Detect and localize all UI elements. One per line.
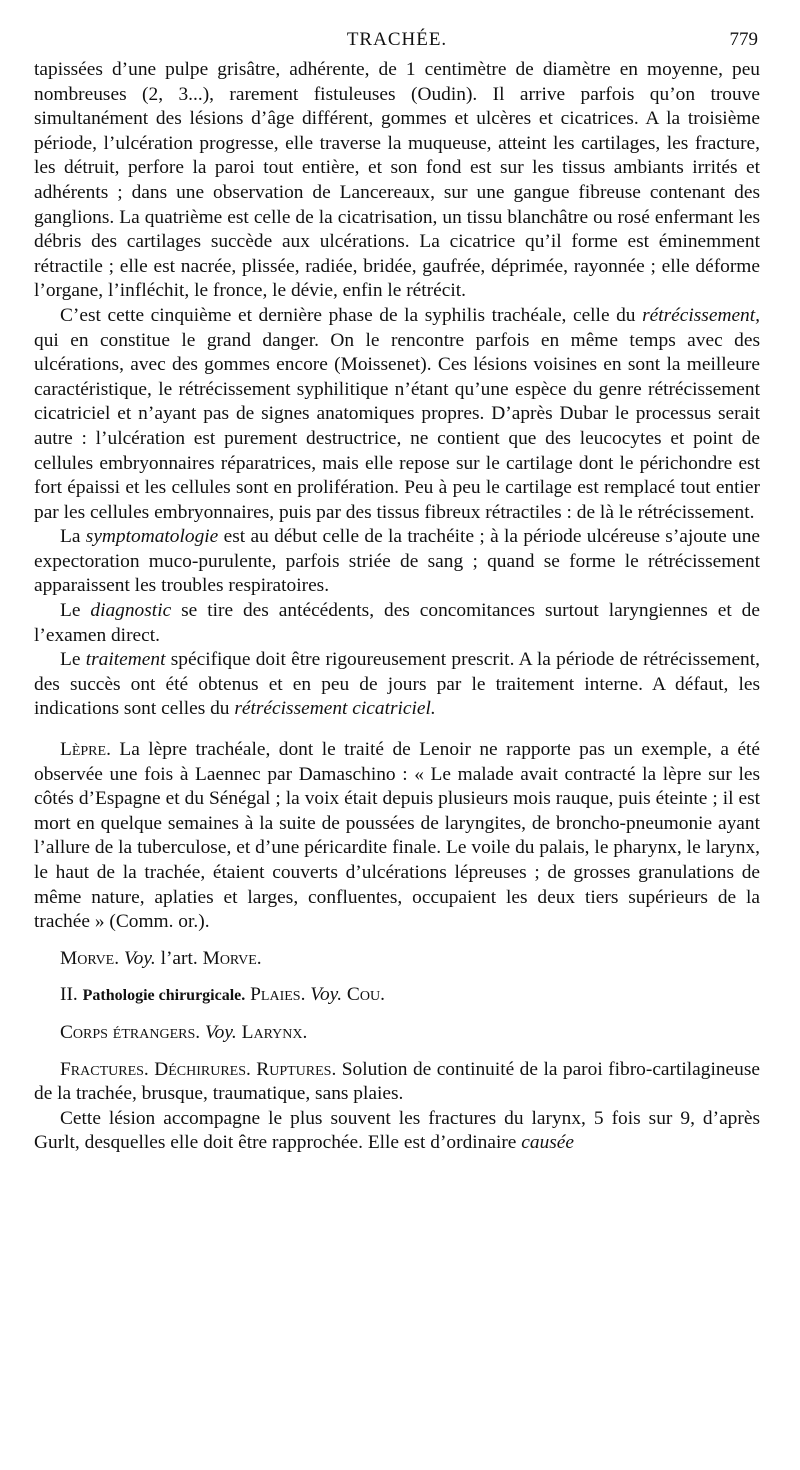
term-diagnostic: diagnostic: [90, 600, 172, 622]
section-head-corps-etrangers: Corps étrangers.: [60, 1021, 201, 1043]
paragraph-fractures: Fractures. Déchirures. Ruptures. Solution de continuité de la paroi fibro-cartilagineuse de la trachée, brusque, traumatique, sans plaies.: [34, 1058, 760, 1105]
cross-reference-larynx: Larynx.: [241, 1021, 308, 1043]
page-number: 779: [729, 29, 758, 50]
cross-reference-morve: Morve.: [202, 947, 262, 969]
paragraph-fractures-larynx: Cette lésion accompagne le plus souvent les fractures du larynx, 5 fois sur 9, d’après Gurlt, desquelles elle doit être rapprochée. Elle est d’ordinaire causée: [34, 1107, 760, 1154]
paragraph-corps-etrangers: Corps étrangers. Voy. Larynx.: [60, 1021, 308, 1043]
section-head-morve: Morve.: [60, 947, 120, 969]
running-title: TRACHÉE.: [346, 29, 448, 50]
paragraph-lepre: Lèpre. La lèpre trachéale, dont le traité de Lenoir ne rapporte pas un exemple, a été observée une fois à Laennec par Damaschino : « Le malade avait contracté la lèpre sur les côtés d’Espagne et du Sénégal ; la voix était depuis plusieurs mois rauque, puis éteinte ; il est mort en quelque semaines à la suite de poussées de laryngites, de broncho-pneumonie ayant l’allure de la tuberculose, et d’une péricardite finale. Le voile du palais, le pharynx, le larynx, le haut de la trachée, étaient couverts d’ulcérations lépreuses ; de grosses granulations de même nature, aplaties et larges, confluentes, occupaient les deux tiers supérieurs de la trachée » (Comm. or.).: [34, 739, 760, 933]
term-retrecissement-cicatriciel: rétrécissement cicatriciel.: [234, 698, 436, 720]
paragraph-pathologie-chirurgicale: II. Pathologie chirurgicale. Plaies. Voy. Cou.: [60, 984, 385, 1006]
paragraph-traitement: Le traitement spécifique doit être rigoureusement prescrit. A la période de rétrécissement, des succès ont été obtenus et en peu de jours par le traitement interne. A défaut, les indications sont celles du rétrécissement cicatriciel.: [34, 649, 760, 720]
paragraph-morve: Morve. Voy. l’art. Morve.: [60, 947, 262, 969]
term-symptomatologie: symptomatologie: [85, 526, 219, 548]
term-traitement: traitement: [85, 649, 166, 671]
term-causee: causée: [521, 1132, 575, 1154]
section-head-plaies: Plaies.: [250, 984, 306, 1006]
paragraph-diagnostic: Le diagnostic se tire des antécédents, des concomitances surtout laryngiennes et de l’examen direct.: [34, 600, 760, 646]
page-header: [34, 28, 760, 56]
paragraph-symptomatologie: La symptomatologie est au début celle de la trachéite ; à la période ulcéreuse s’ajoute une expectoration muco-purulente, parfois striée de sang ; quand se forme le rétrécissement apparaissent les troubles respiratoires.: [34, 526, 760, 597]
section-title-pathologie-chirurgicale: Pathologie chirurgicale.: [82, 987, 246, 1005]
section-head-fractures: Fractures. Déchirures. Ruptures.: [60, 1058, 337, 1080]
term-retrecissement: rétrécissement,: [642, 304, 760, 326]
paragraph-retrecissement: C’est cette cinquième et dernière phase de la syphilis trachéale, celle du rétrécissement, qui en constitue le grand danger. On le rencontre parfois en même temps avec des ulcérations, avec des gommes encore (Moissenet). Ces lésions voisines en sont la meilleure caractéristique, le rétrécissement syphilitique n’étant qu’une espèce du genre rétrécissement cicatriciel et n’ayant pas de signes anatomiques propres. D’après Dubar le processus serait autre : l’ulcération est purement destructrice, ne contient que des leucocytes et point de cellules embryonnaires réparatrices, mais elle repose sur le cartilage dont le périchondre est fort épaissi et les cellules sont en prolifération. Peu à peu le cartilage est remplacé tout entier par les cellules embryonnaires, puis par des tissus fibreux rétractiles : de là le rétrécissement.: [34, 304, 760, 523]
section-head-lepre: Lèpre.: [60, 739, 111, 761]
cross-reference-cou: Cou.: [346, 984, 385, 1006]
paragraph-syphilis-lesions: tapissées d’une pulpe grisâtre, adhérente, de 1 centimètre de diamètre en moyenne, peu nombreuses (2, 3...), rarement fistuleuses (Oudin). Il arrive parfois qu’on trouve simultanément des lésions d’âge différent, gommes et ulcères et cicatrices. A la troisième période, l’ulcération progresse, elle traverse la muqueuse, atteint les cartilages, les fracture, les détruit, perfore la paroi tout entière, et son fond est sur les tissus ambiants irrités et adhérents ; dans une observation de Lancereaux, sur une gangue fibreuse contenant des ganglions. La quatrième est celle de la cicatrisation, un tissu blanchâtre ou rosé enfermant les débris des cartilages succède aux ulcérations. La cicatrice qu’il forme est éminemment rétractile ; elle est nacrée, plissée, radiée, bridée, gaufrée, déprimée, rayonnée ; elle déforme l’organe, l’infléchit, le fronce, le dévie, enfin le rétrécit.: [34, 59, 760, 302]
